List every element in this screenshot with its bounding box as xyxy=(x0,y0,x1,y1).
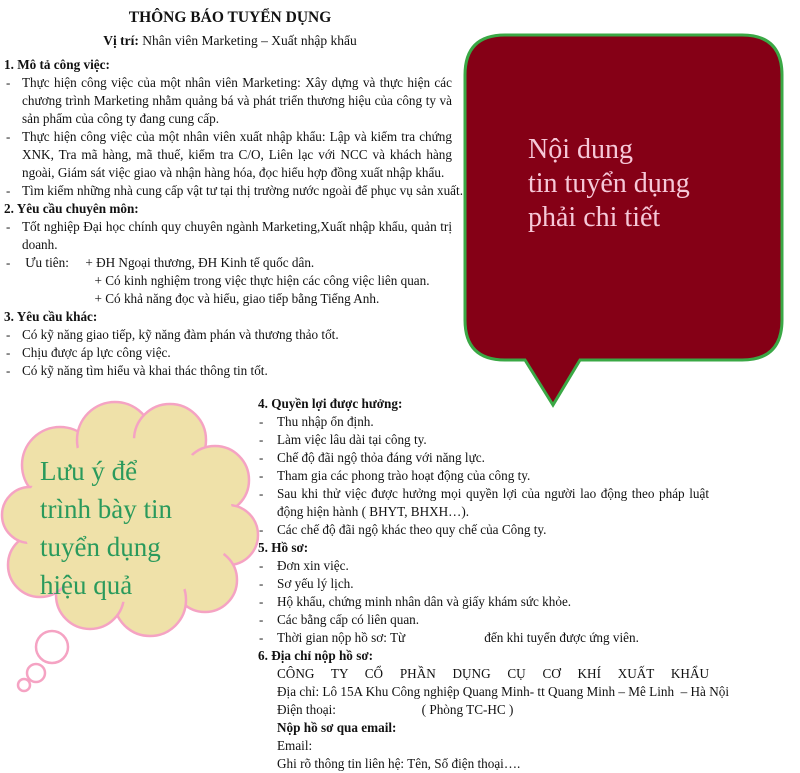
list-item-line: Đơn xin việc. xyxy=(277,558,349,573)
list-item-line: Hộ khẩu, chứng minh nhân dân và giấy khám sức khỏe. xyxy=(277,594,572,609)
list-item-line: Điện thoại: ( Phòng TC-HC ) xyxy=(277,702,514,717)
bullet-dash: - xyxy=(259,558,264,573)
section-heading: 2. Yêu cầu chuyên môn: xyxy=(4,201,139,216)
bullet-dash: - xyxy=(259,612,264,627)
list-item-line: doanh. xyxy=(22,237,58,252)
thought-dot-large xyxy=(36,631,68,663)
list-item-line: Tham gia các phong trào hoạt động của công ty. xyxy=(277,468,531,483)
thought-dot-medium xyxy=(27,664,45,682)
thought-cloud-text: Lưu ý để trình bày tin tuyển dụng hiệu quả xyxy=(40,456,172,600)
list-item-line: Sơ yếu lý lịch. xyxy=(277,576,354,591)
bullet-dash: - xyxy=(6,183,11,198)
list-item-line: XNK, Tra mã hàng, mã thuế, kiểm tra C/O, Liên lạc với NCC và khách hàng xyxy=(22,147,452,162)
list-item-line: ngoài, Giám sát việc giao và nhận hàng hóa, đọc hiểu hợp đồng xuất nhập khẩu. xyxy=(22,165,445,180)
list-item-line: Có kỹ năng giao tiếp, kỹ năng đàm phán và thương thảo tốt. xyxy=(22,327,339,342)
bullet-dash: - xyxy=(6,327,11,342)
bullet-dash: - xyxy=(259,576,264,591)
list-item-line: sản phẩm của công ty đang cung cấp. xyxy=(22,111,220,126)
bullet-dash: - xyxy=(6,219,11,234)
section-heading: 4. Quyền lợi được hưởng: xyxy=(258,396,403,411)
list-item-line: Chế độ đãi ngộ thỏa đáng với năng lực. xyxy=(277,450,485,465)
list-item-line: Ưu tiên: + ĐH Ngoại thương, ĐH Kinh tế quốc dân. xyxy=(22,255,315,270)
list-item-line: Nộp hồ sơ qua email: xyxy=(277,720,397,735)
list-item-line: động hiện hành ( BHYT, BHXH…). xyxy=(277,504,470,519)
list-item-line: Thực hiện công việc của một nhân viên xuất nhập khẩu: Lập và kiểm tra chứng xyxy=(22,129,452,144)
bullet-dash: - xyxy=(259,468,264,483)
bullet-dash: - xyxy=(6,255,11,270)
bullet-dash: - xyxy=(259,594,264,609)
position-label: Vị trí: xyxy=(103,33,139,48)
position-value: Nhân viên Marketing – Xuất nhập khẩu xyxy=(142,33,357,48)
list-item-line: Chịu được áp lực công việc. xyxy=(22,345,171,360)
list-item-line: Tốt nghiệp Đại học chính quy chuyên ngành Marketing,Xuất nhập khẩu, quản trị xyxy=(22,219,452,234)
bullet-dash: - xyxy=(259,432,264,447)
bullet-dash: - xyxy=(259,486,264,501)
list-item-line: Các bằng cấp có liên quan. xyxy=(277,612,420,627)
bullet-dash: - xyxy=(6,345,11,360)
list-item-line: Thực hiện công việc của một nhân viên Marketing: Xây dựng và thực hiện các xyxy=(22,75,452,90)
list-item-line: Ghi rõ thông tin liên hệ: Tên, Số điện thoại…. xyxy=(277,756,521,771)
list-item-line: Làm việc lâu dài tại công ty. xyxy=(277,432,427,447)
thought-dot-small xyxy=(18,679,30,691)
section-heading: 1. Mô tả công việc: xyxy=(4,57,110,72)
list-item-line: Các chế độ đãi ngộ khác theo quy chế của Công ty. xyxy=(277,522,547,537)
list-item-line: Địa chỉ: Lô 15A Khu Công nghiệp Quang Minh- tt Quang Minh – Mê Linh – Hà Nội xyxy=(277,684,729,699)
speech-bubble-text: Nội dung tin tuyển dụng phải chi tiết xyxy=(528,134,690,233)
list-item-line: + Có kinh nghiệm trong việc thực hiện các công việc liên quan. xyxy=(22,273,430,288)
section-heading: 5. Hồ sơ: xyxy=(258,540,309,555)
bullet-dash: - xyxy=(6,129,11,144)
position-line xyxy=(0,33,460,49)
list-item-line: Có kỹ năng tìm hiểu và khai thác thông tin tốt. xyxy=(22,363,268,378)
list-item-line: Email: xyxy=(277,738,313,753)
list-item-line: Tìm kiếm những nhà cung cấp vật tư tại thị trường nước ngoài để phục vụ sản xuất. xyxy=(22,183,463,198)
list-item-line: Thời gian nộp hồ sơ: Từ đến khi tuyển được ứng viên. xyxy=(277,630,639,645)
bullet-dash: - xyxy=(259,450,264,465)
bullet-dash: - xyxy=(259,522,264,537)
bullet-dash: - xyxy=(259,414,264,429)
bullet-dash: - xyxy=(259,630,264,645)
list-item-line: chương trình Marketing nhằm quảng bá và phát triển thương hiệu của công ty và xyxy=(22,93,452,108)
page-title: THÔNG BÁO TUYỂN DỤNG xyxy=(128,9,332,26)
section-heading: 6. Địa chỉ nộp hồ sơ: xyxy=(258,648,374,663)
list-item-line: + Có khả năng đọc và hiểu, giao tiếp bằng Tiếng Anh. xyxy=(22,291,380,306)
list-item-line: CÔNG TY CỔ PHẦN DỤNG CỤ CƠ KHÍ XUẤT KHẨU xyxy=(277,666,709,681)
bullet-dash: - xyxy=(6,363,11,378)
list-item-line: Thu nhập ổn định. xyxy=(277,414,374,429)
bullet-dash: - xyxy=(6,75,11,90)
list-item-line: Sau khi thử việc được hưởng mọi quyền lợi của người lao động theo pháp luật xyxy=(277,486,709,501)
section-heading: 3. Yêu cầu khác: xyxy=(4,309,98,324)
